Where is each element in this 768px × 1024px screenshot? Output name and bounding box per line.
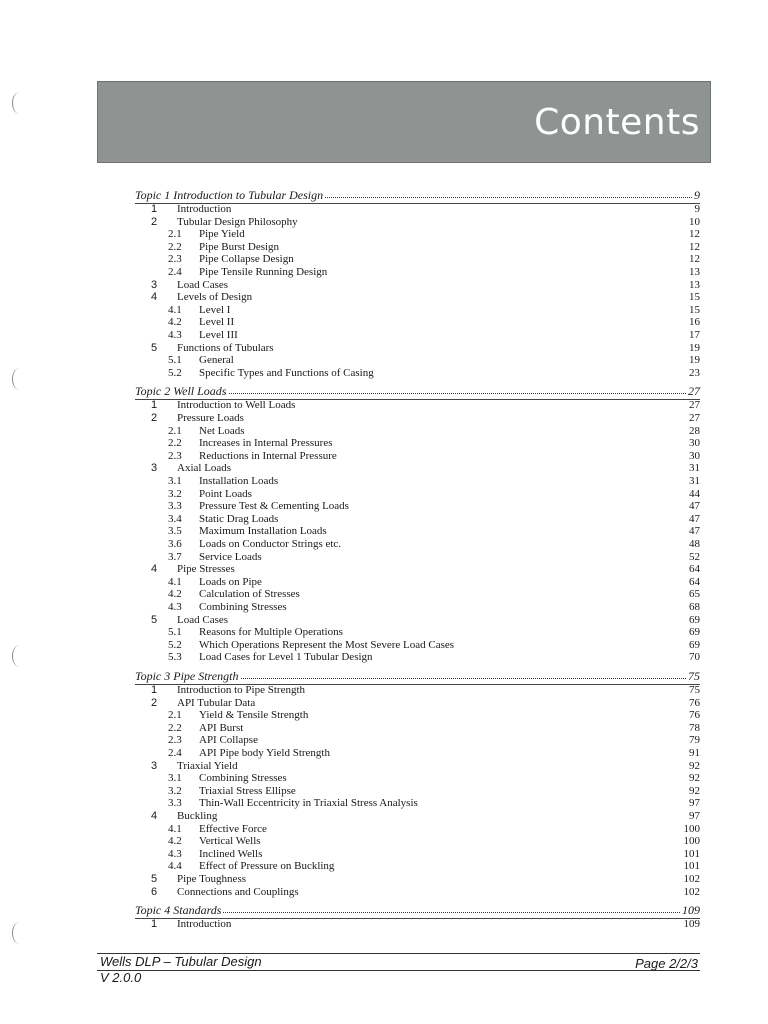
- toc-entry-label: Level II: [199, 316, 235, 329]
- toc-entry-number: 3.3: [168, 500, 182, 513]
- toc-entry-page: 27: [688, 384, 700, 399]
- toc-entry-page: 31: [689, 475, 700, 487]
- toc-entry-number: 4: [151, 810, 158, 822]
- toc-entry: [135, 650, 700, 664]
- toc-entry-number: 2.2: [168, 721, 182, 734]
- toc-entry-page: 92: [689, 759, 700, 772]
- toc-entry-page: 76: [689, 696, 700, 709]
- toc-entry-label: Pipe Stresses: [177, 563, 235, 576]
- toc-entry-number: 3.1: [168, 772, 182, 785]
- toc-entry-page: 64: [689, 575, 700, 588]
- toc-entry-page: 13: [689, 278, 700, 291]
- toc-entry-label: Specific Types and Functions of Casing: [199, 366, 374, 379]
- toc-entry-number: 2: [151, 215, 158, 228]
- toc-entry-number: 2.1: [168, 424, 182, 437]
- toc-entry-number: 1: [151, 203, 158, 215]
- toc-entry-number: 2: [151, 696, 158, 709]
- toc-entry-label: Topic 2 Well Loads: [135, 384, 227, 399]
- toc-entry-page: 19: [689, 341, 700, 354]
- toc-entry-number: 3.1: [168, 475, 182, 487]
- toc-entry-number: 2.2: [168, 437, 182, 450]
- toc-entry-number: 4.4: [168, 860, 182, 873]
- toc-entry-label: Tubular Design Philosophy: [177, 215, 298, 228]
- toc-entry-page: 12: [689, 253, 700, 266]
- toc-topic-entry: [135, 669, 700, 683]
- footer-page-number: Page 2/2/3: [635, 956, 698, 971]
- toc-entry-number: 5: [151, 873, 158, 885]
- toc-entry-page: 16: [689, 316, 700, 329]
- toc-entry-number: 4.2: [168, 316, 182, 329]
- toc-entry-label: Yield & Tensile Strength: [199, 709, 309, 722]
- toc-entry-page: 75: [689, 684, 700, 696]
- toc-entry-page: 75: [688, 669, 700, 683]
- toc-entry-number: 2.3: [168, 449, 182, 462]
- toc-entry-label: Thin-Wall Eccentricity in Triaxial Stress Analysis: [199, 797, 418, 810]
- toc-entry-page: 79: [689, 734, 700, 747]
- toc-entry-label: Pipe Collapse Design: [199, 253, 294, 266]
- toc-entry-label: Buckling: [177, 810, 218, 822]
- toc-entry-page: 69: [689, 638, 700, 651]
- toc-entry-page: 28: [689, 424, 700, 437]
- toc-entry-label: Axial Loads: [177, 462, 232, 475]
- toc-entry-label: Net Loads: [199, 424, 245, 437]
- toc-entry-page: 13: [689, 266, 700, 278]
- toc-entry-page: 100: [683, 835, 700, 848]
- toc-entry-number: 2: [151, 412, 158, 424]
- toc-entry-label: Maximum Installation Loads: [199, 525, 327, 538]
- toc-entry-label: API Pipe body Yield Strength: [199, 747, 330, 759]
- toc-entry-number: 2.1: [168, 228, 182, 241]
- toc-entry-label: Point Loads: [199, 487, 252, 500]
- toc-entry-page: 9: [694, 188, 700, 202]
- toc-entry-label: Introduction to Pipe Strength: [177, 684, 306, 696]
- toc-entry-page: 109: [683, 918, 700, 931]
- toc-entry-page: 69: [689, 613, 700, 626]
- toc-entry-page: 101: [683, 860, 700, 873]
- toc-entry-label: General: [199, 354, 234, 367]
- toc-entry-label: Increases in Internal Pressures: [199, 437, 333, 450]
- toc-entry-number: 4.1: [168, 822, 182, 835]
- toc-entry-label: Pipe Burst Design: [199, 240, 280, 253]
- toc-entry-label: Pipe Yield: [199, 228, 245, 241]
- toc-entry-number: 2.1: [168, 709, 182, 722]
- toc-entry-label: Installation Loads: [199, 475, 279, 487]
- toc-entry-number: 2.4: [168, 266, 182, 278]
- toc-entry-label: Pressure Test & Cementing Loads: [199, 500, 349, 513]
- toc-entry-number: 3.2: [168, 487, 182, 500]
- toc-entry-number: 3.2: [168, 784, 182, 797]
- toc-entry-label: Vertical Wells: [199, 835, 261, 848]
- page-title: Contents: [534, 102, 700, 143]
- toc-entry-number: 4.2: [168, 588, 182, 601]
- toc-entry-number: 4.3: [168, 847, 182, 860]
- toc-entry-page: 44: [689, 487, 700, 500]
- toc-entry-page: 100: [683, 822, 700, 835]
- toc-entry-label: Effect of Pressure on Buckling: [199, 860, 335, 873]
- toc-entry-label: Effective Force: [199, 822, 267, 835]
- toc-entry-number: 1: [151, 399, 158, 412]
- toc-entry-page: 102: [683, 873, 700, 885]
- toc-entry-label: Introduction: [177, 918, 232, 931]
- toc-entry: [135, 917, 700, 931]
- toc-entry-page: 30: [689, 437, 700, 450]
- toc-entry-label: Load Cases for Level 1 Tubular Design: [199, 651, 373, 664]
- toc-entry-page: 15: [689, 291, 700, 304]
- toc-entry-number: 1: [151, 918, 158, 931]
- toc-entry-page: 23: [689, 366, 700, 379]
- toc-entry-page: 97: [689, 810, 700, 822]
- toc-entry-label: Triaxial Yield: [177, 759, 238, 772]
- toc-entry-number: 3.4: [168, 512, 182, 525]
- toc-entry-label: Loads on Conductor Strings etc.: [199, 538, 342, 550]
- toc-entry-page: 19: [689, 354, 700, 367]
- toc-entry-label: API Tubular Data: [177, 696, 256, 709]
- toc-entry-number: 5.3: [168, 651, 182, 664]
- toc-entry-page: 69: [689, 626, 700, 639]
- toc-entry-label: Pipe Tensile Running Design: [199, 266, 328, 278]
- toc-topic-entry: [135, 903, 700, 917]
- toc-entry-page: 64: [689, 563, 700, 576]
- toc-entry-label: Which Operations Represent the Most Severe Load Cases: [199, 638, 455, 651]
- toc-entry-label: Reductions in Internal Pressure: [199, 449, 337, 462]
- toc-entry-page: 91: [689, 747, 700, 759]
- toc-entry-label: Level III: [199, 329, 238, 341]
- toc-entry-label: Combining Stresses: [199, 772, 287, 785]
- toc-entry-label: Load Cases: [177, 613, 229, 626]
- toc-entry-number: 5.2: [168, 638, 182, 651]
- toc-entry-label: Pressure Loads: [177, 412, 244, 424]
- toc-entry-label: Pipe Toughness: [177, 873, 247, 885]
- toc-entry-number: 4.3: [168, 329, 182, 341]
- toc-entry-page: 17: [689, 329, 700, 341]
- toc-entry-label: Service Loads: [199, 550, 262, 563]
- toc-entry-page: 97: [689, 797, 700, 810]
- toc-entry-number: 4.2: [168, 835, 182, 848]
- toc-entry-page: 101: [683, 847, 700, 860]
- toc-entry-number: 4.1: [168, 303, 182, 316]
- toc-entry-number: 5.1: [168, 354, 182, 367]
- toc-entry-page: 47: [689, 525, 700, 538]
- toc-entry-page: 30: [689, 449, 700, 462]
- toc-entry-page: 78: [689, 721, 700, 734]
- toc-entry-page: 102: [683, 885, 700, 898]
- toc-entry-page: 47: [689, 512, 700, 525]
- toc-entry-number: 5.1: [168, 626, 182, 639]
- toc-entry-page: 92: [689, 772, 700, 785]
- toc-entry-page: 70: [689, 651, 700, 664]
- toc-entry: [135, 885, 700, 899]
- toc-entry-number: 2.4: [168, 747, 182, 759]
- toc-entry-label: Reasons for Multiple Operations: [199, 626, 343, 639]
- toc-entry-label: Inclined Wells: [199, 847, 263, 860]
- toc-entry-page: 15: [689, 303, 700, 316]
- toc-entry-label: Functions of Tubulars: [177, 341, 274, 354]
- toc-entry-label: Connections and Couplings: [177, 885, 299, 898]
- toc-entry-page: 9: [694, 203, 700, 215]
- toc-entry-page: 47: [689, 500, 700, 513]
- toc-entry-page: 12: [689, 240, 700, 253]
- toc-entry-number: 3.5: [168, 525, 182, 538]
- toc-entry-page: 52: [689, 550, 700, 563]
- toc-entry-number: 4: [151, 563, 158, 576]
- toc-entry-number: 2.2: [168, 240, 182, 253]
- toc-entry-number: 5: [151, 613, 158, 626]
- toc-entry-page: 12: [689, 228, 700, 241]
- toc-entry-number: 3.7: [168, 550, 182, 563]
- toc-entry-number: 2.3: [168, 253, 182, 266]
- toc-entry-page: 10: [689, 215, 700, 228]
- toc-entry-number: 1: [151, 684, 158, 696]
- toc-entry-label: Introduction to Well Loads: [177, 399, 296, 412]
- toc-entry-label: API Burst: [199, 721, 244, 734]
- toc-entry-page: 109: [682, 903, 700, 918]
- toc-entry-number: 3: [151, 278, 158, 291]
- toc-entry-page: 92: [689, 784, 700, 797]
- toc-entry-label: Topic 1 Introduction to Tubular Design: [135, 188, 324, 202]
- toc-entry-number: 3.6: [168, 538, 182, 550]
- footer-course-info: [100, 954, 262, 986]
- toc-entry-label: Load Cases: [177, 278, 229, 291]
- toc-entry-page: 76: [689, 709, 700, 722]
- toc-entry-label: Combining Stresses: [199, 601, 287, 613]
- toc-entry-label: Topic 3 Pipe Strength: [135, 669, 239, 683]
- toc-entry: [135, 366, 700, 380]
- toc-topic-entry: [135, 188, 700, 202]
- toc-entry-label: Level I: [199, 303, 231, 316]
- footer-course: Wells DLP – Tubular Design: [100, 954, 262, 969]
- toc-entry-number: 4.3: [168, 601, 182, 613]
- toc-entry-page: 31: [689, 462, 700, 475]
- toc-entry-number: 3: [151, 462, 158, 475]
- toc-entry-label: Topic 4 Standards: [135, 903, 222, 918]
- footer-version: V 2.0.0: [100, 970, 142, 985]
- toc-entry-page: 27: [689, 412, 700, 424]
- toc-entry-number: 5.2: [168, 366, 182, 379]
- toc-entry-page: 68: [689, 601, 700, 613]
- toc-entry-number: 3.3: [168, 797, 182, 810]
- toc-topic-entry: [135, 384, 700, 398]
- toc-entry-number: 4.1: [168, 575, 182, 588]
- toc-entry-number: 3: [151, 759, 158, 772]
- toc-entry-number: 2.3: [168, 734, 182, 747]
- toc-entry-page: 65: [689, 588, 700, 601]
- toc-entry-page: 48: [689, 538, 700, 550]
- toc-entry-label: Introduction: [177, 203, 232, 215]
- toc-entry-label: Calculation of Stresses: [199, 588, 300, 601]
- toc-entry-page: 27: [689, 399, 700, 412]
- toc-entry-label: Triaxial Stress Ellipse: [199, 784, 296, 797]
- toc-entry-number: 6: [151, 885, 158, 898]
- toc-entry-label: API Collapse: [199, 734, 258, 747]
- toc-entry-label: Levels of Design: [177, 291, 253, 304]
- toc-entry-label: Loads on Pipe: [199, 575, 262, 588]
- toc-entry-number: 5: [151, 341, 158, 354]
- toc-entry-label: Static Drag Loads: [199, 512, 279, 525]
- toc-entry-number: 4: [151, 291, 158, 304]
